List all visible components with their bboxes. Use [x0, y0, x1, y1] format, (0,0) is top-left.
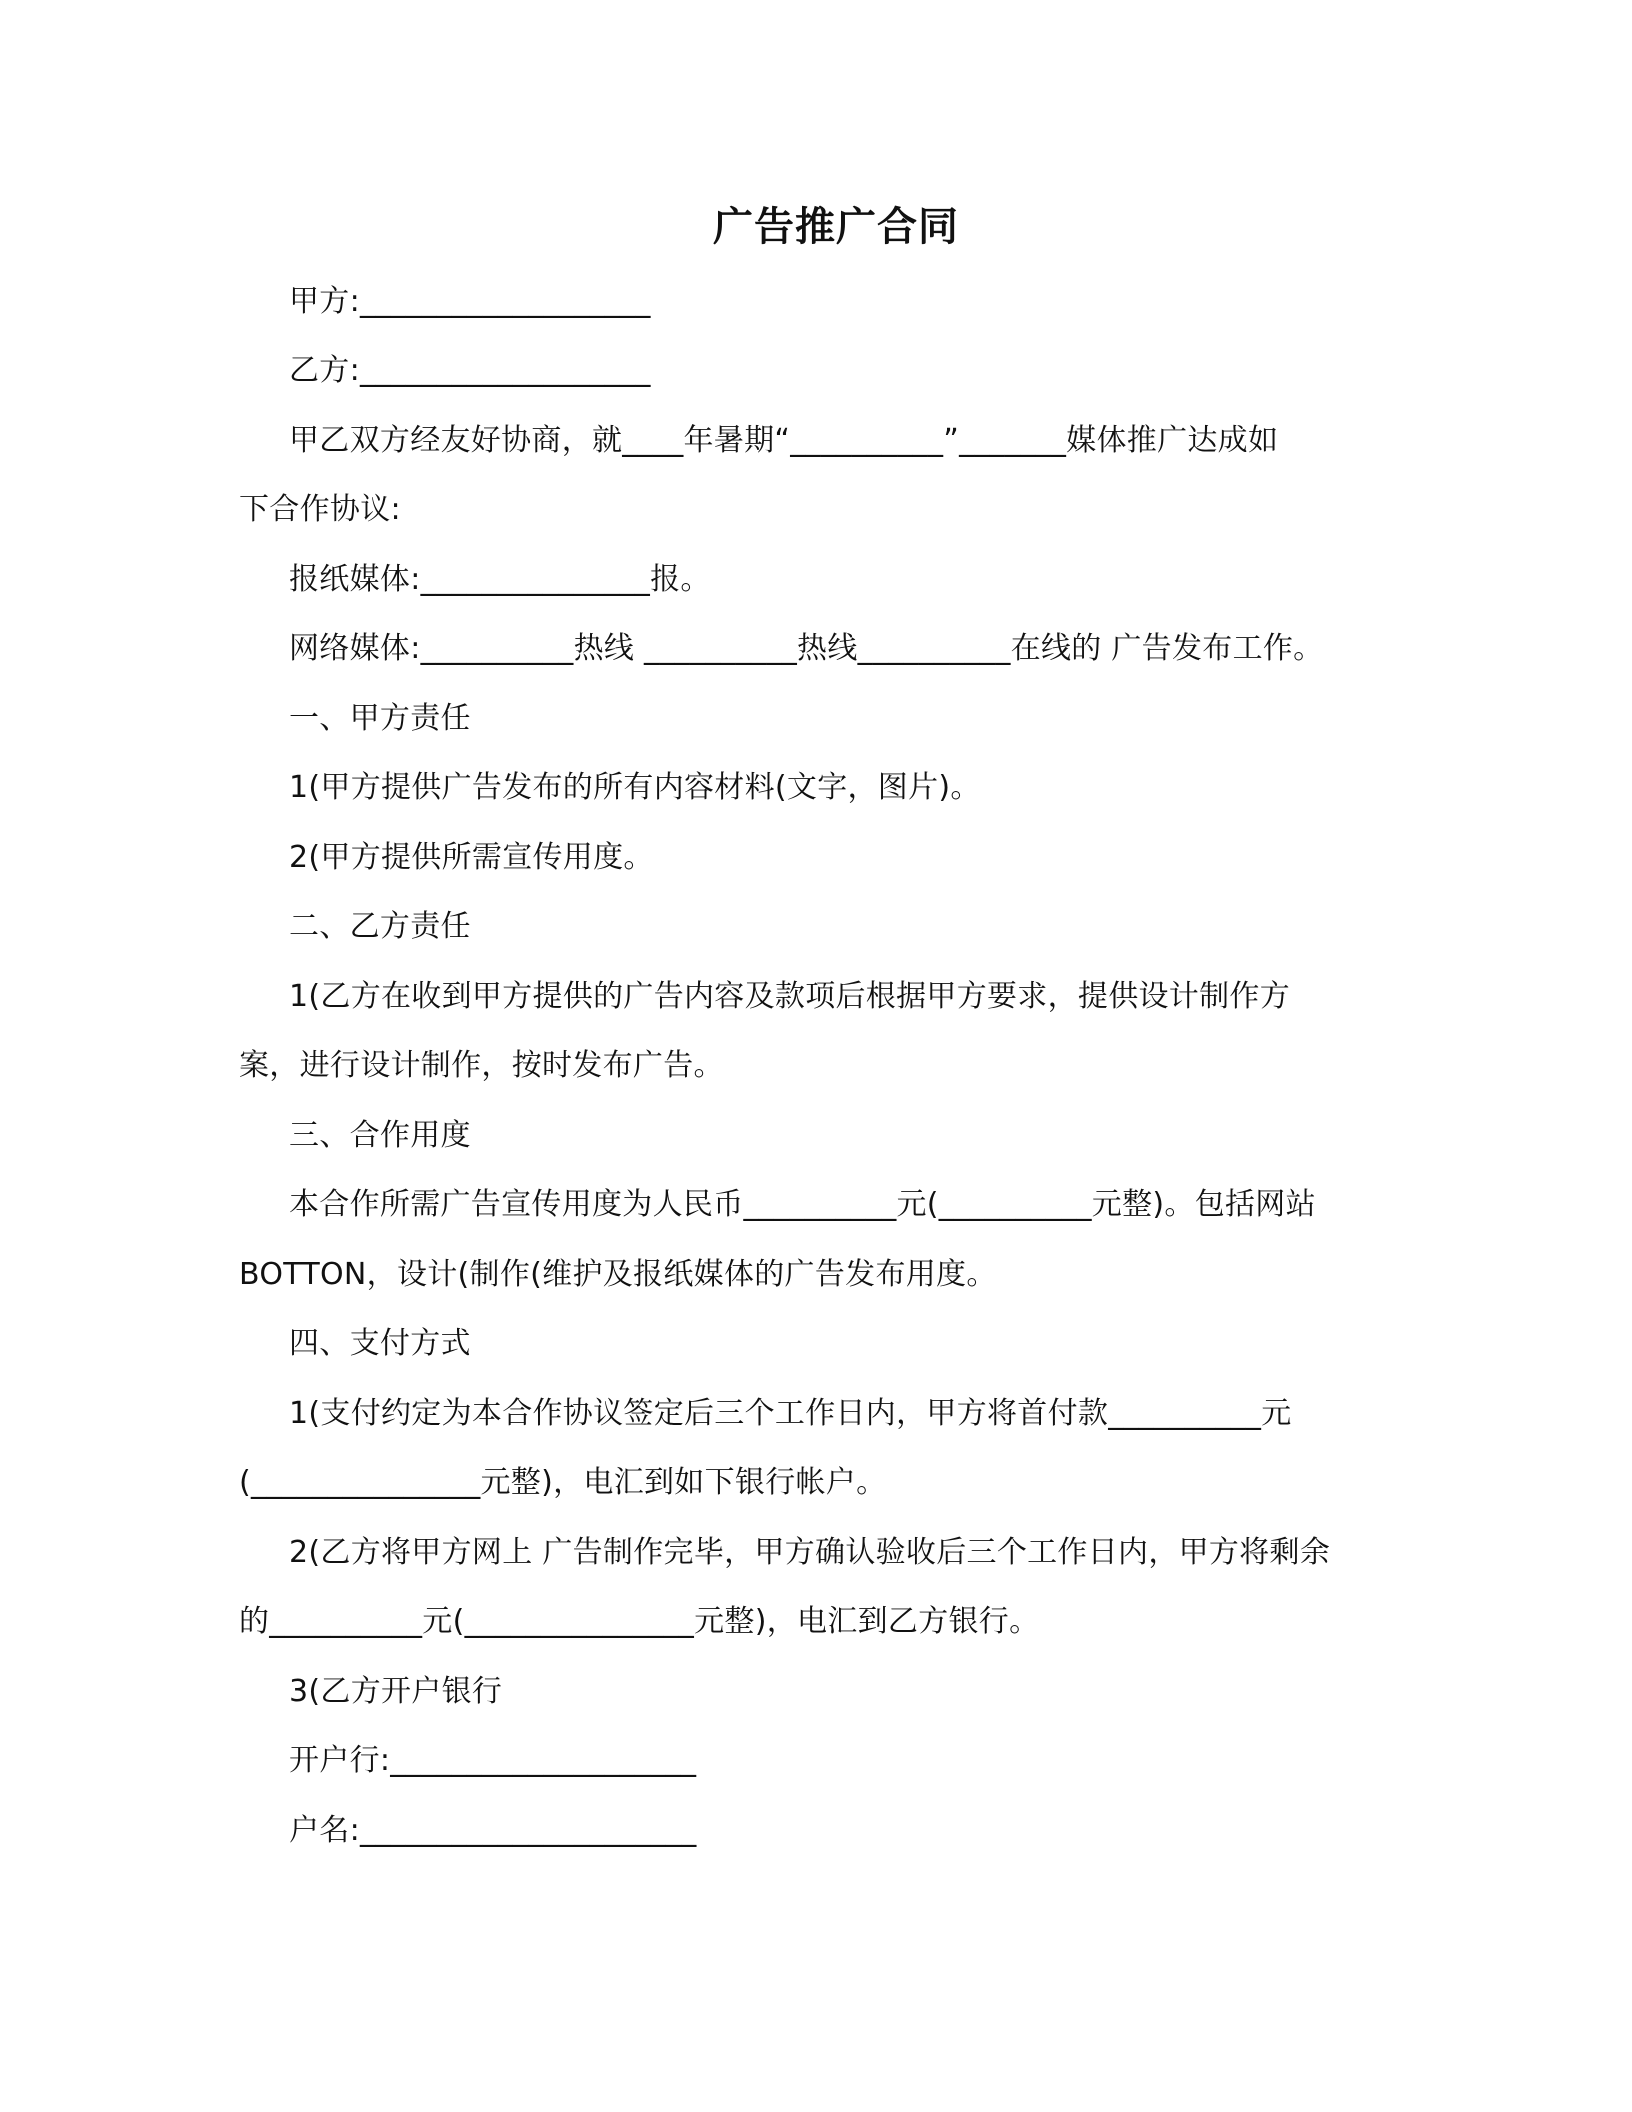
- payment-item-3: 3(乙方开户银行: [289, 1674, 503, 1709]
- payment-item-1-line-2: (_______________元整)，电汇到如下银行帐户。: [239, 1465, 887, 1500]
- section-heading-payment: 四、支付方式: [289, 1326, 471, 1361]
- newspaper-media-line: 报纸媒体:_______________报。: [289, 562, 711, 597]
- party-a-duty-1: 1(甲方提供广告发布的所有内容材料(文字，图片)。: [289, 770, 981, 805]
- intro-paragraph-line-2: 下合作协议:: [239, 492, 401, 527]
- party-a-line: 甲方:___________________: [289, 284, 651, 319]
- fees-paragraph-line-2: BOTTON，设计(制作(维护及报纸媒体的广告发布用度。: [239, 1257, 997, 1292]
- payment-item-2-line-2: 的__________元(_______________元整)，电汇到乙方银行。: [239, 1604, 1040, 1639]
- payment-item-2-line-1: 2(乙方将甲方网上 广告制作完毕，甲方确认验收后三个工作日内，甲方将剩余: [289, 1535, 1331, 1570]
- section-heading-party-b-duties: 二、乙方责任: [289, 909, 471, 944]
- intro-paragraph-line-1: 甲乙双方经友好协商，就____年暑期“__________”_______媒体推广达成如: [289, 423, 1279, 458]
- party-b-duty-1-line-1: 1(乙方在收到甲方提供的广告内容及款项后根据甲方要求，提供设计制作方: [289, 979, 1290, 1014]
- bank-name-line: 开户行:____________________: [289, 1743, 697, 1778]
- document-title: 广告推广合同: [713, 204, 959, 250]
- fees-paragraph-line-1: 本合作所需广告宣传用度为人民币__________元(__________元整)。包括网站: [289, 1187, 1316, 1222]
- party-a-duty-2: 2(甲方提供所需宣传用度。: [289, 840, 654, 875]
- party-b-line: 乙方:___________________: [289, 353, 651, 388]
- section-heading-fees: 三、合作用度: [289, 1118, 471, 1153]
- section-heading-party-a-duties: 一、甲方责任: [289, 701, 471, 736]
- account-name-line: 户名:______________________: [289, 1813, 697, 1848]
- party-b-duty-1-line-2: 案，进行设计制作，按时发布广告。: [239, 1048, 724, 1083]
- payment-item-1-line-1: 1(支付约定为本合作协议签定后三个工作日内，甲方将首付款__________元: [289, 1396, 1292, 1431]
- online-media-line: 网络媒体:__________热线 __________热线__________在线的 广告发布工作。: [289, 631, 1324, 666]
